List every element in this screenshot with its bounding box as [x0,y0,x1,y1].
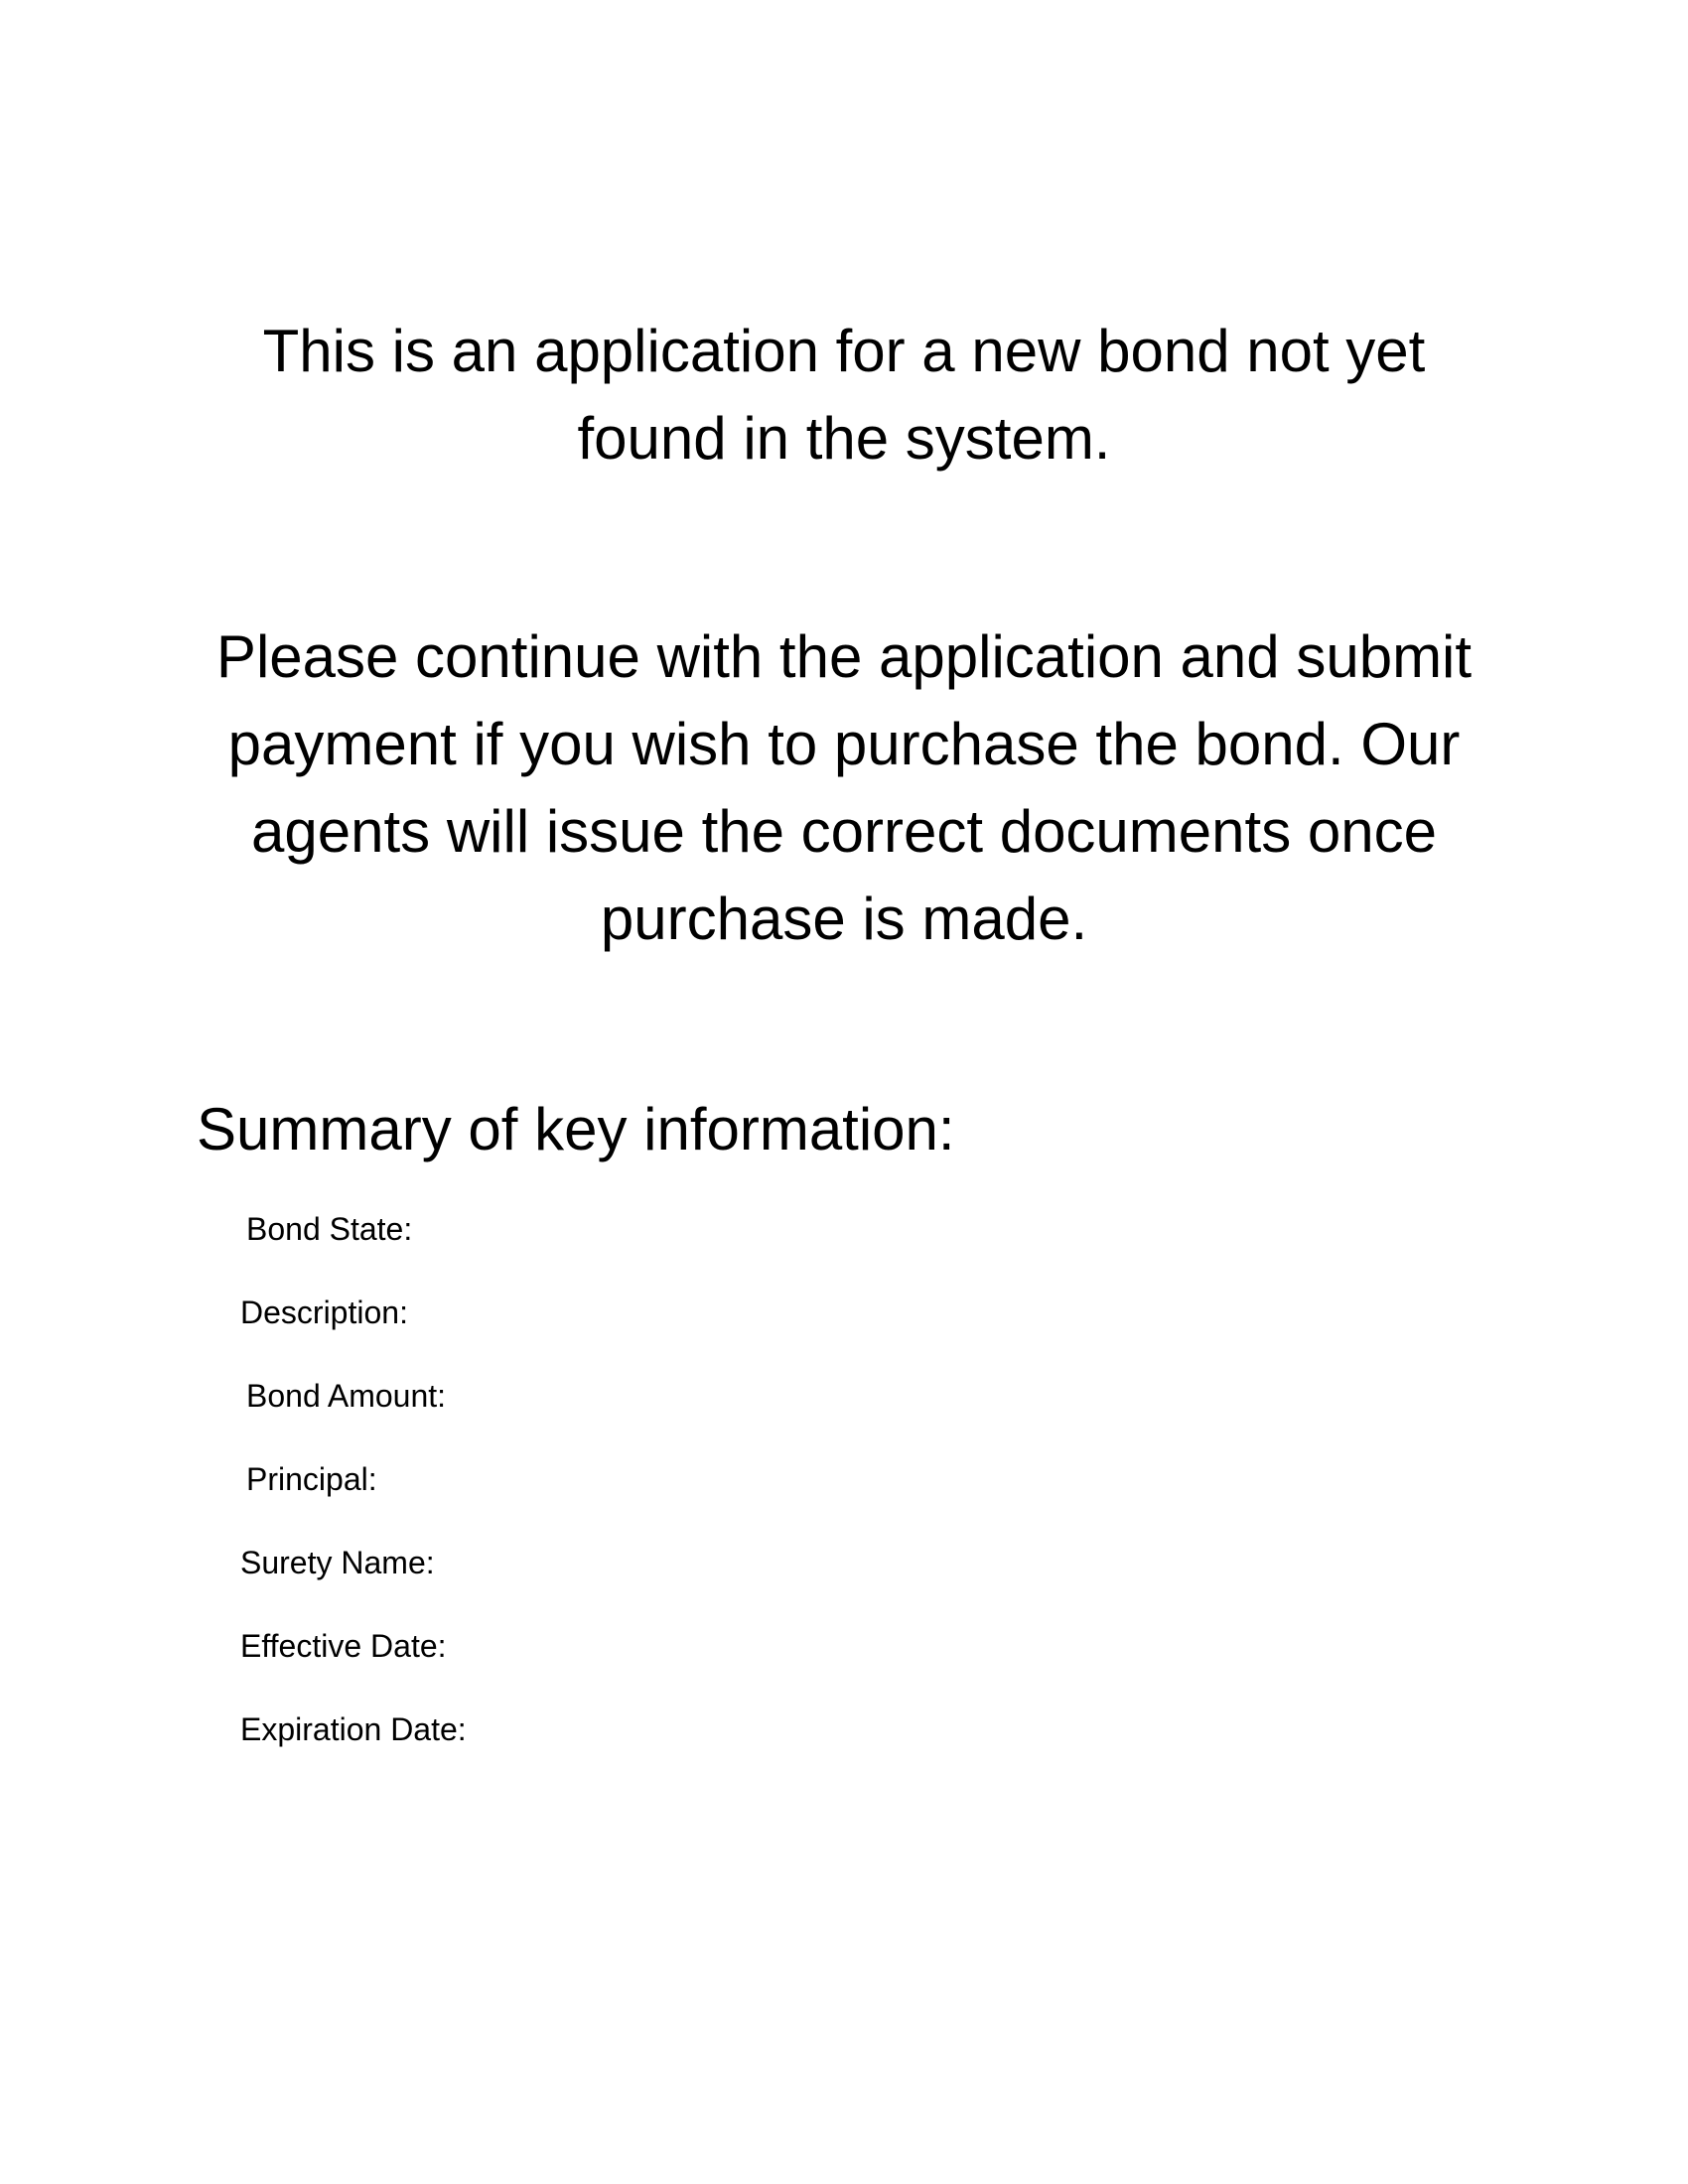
field-label-bond-amount: Bond Amount: [246,1378,447,1414]
field-label-bond-state: Bond State: [246,1211,413,1247]
intro-notice: This is an application for a new bond not yet found in the system. [262,318,1426,472]
summary-heading: Summary of key information: [197,1096,955,1162]
field-label-principal: Principal: [246,1461,377,1497]
instructions-paragraph: Please continue with the application and submit payment if you wish to purchase the bond. Our agents will issue the correct documents once purchase is made. [215,623,1473,952]
field-label-surety-name: Surety Name: [240,1545,435,1580]
field-label-effective-date: Effective Date: [240,1628,447,1664]
field-label-expiration-date: Expiration Date: [240,1711,467,1747]
field-label-description: Description: [240,1295,408,1330]
